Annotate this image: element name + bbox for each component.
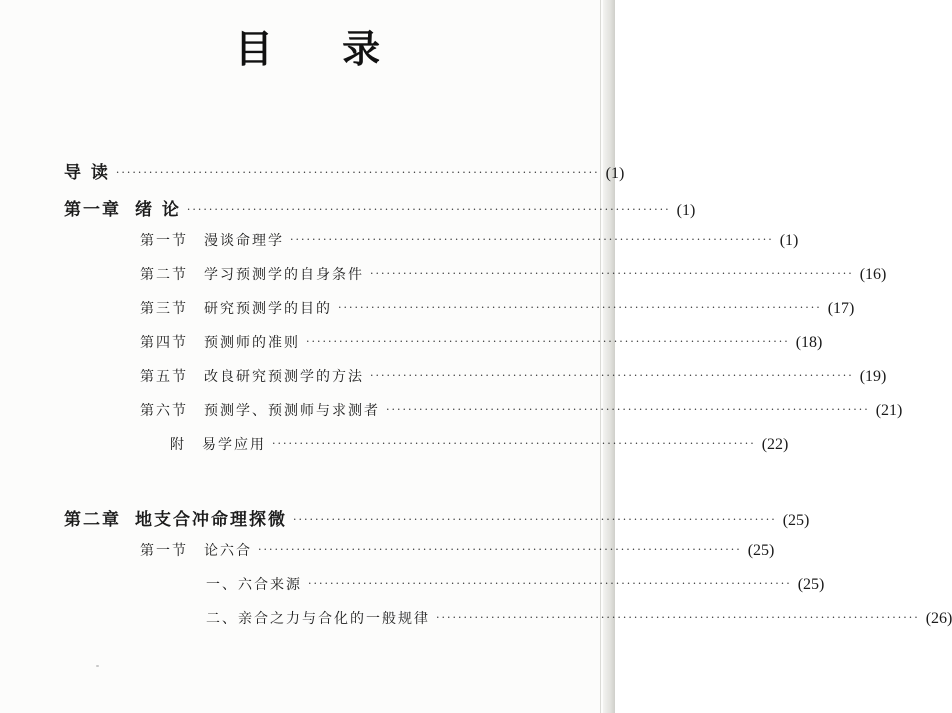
leader-dots: ························································································	[308, 577, 792, 590]
toc-entry-label	[64, 195, 181, 220]
toc-entry-label	[170, 434, 266, 454]
toc-entry-label	[64, 158, 110, 183]
leader-dots: ························································································	[290, 233, 774, 246]
section-title: 论六合	[204, 543, 252, 559]
toc-page-number: (25)	[747, 542, 775, 559]
leader-dots: ························································································	[272, 437, 756, 450]
section-number: 第六节	[140, 403, 188, 419]
section-title: 改良研究预测学的方法	[204, 369, 364, 385]
toc-page-number: (26)	[925, 610, 952, 627]
toc-entry-subsection-1[interactable]	[206, 574, 825, 594]
leader-dots: ························································································	[186, 203, 671, 216]
scan-speck	[96, 665, 99, 667]
toc-entry-section-1-5[interactable]	[140, 366, 887, 386]
leader-dots: ························································································	[293, 513, 777, 526]
chapter-title: 绪 论	[135, 200, 181, 220]
toc-entry-chapter-2[interactable]	[64, 505, 810, 530]
toc-page-number: (1)	[676, 202, 696, 219]
toc-entry-label	[140, 332, 300, 352]
section-title: 研究预测学的目的	[204, 301, 332, 317]
toc-page-number: (21)	[875, 402, 903, 419]
toc-entry-label	[206, 574, 302, 594]
leader-dots: ························································································	[306, 335, 790, 348]
leader-dots: ························································································	[115, 166, 600, 179]
toc-entry-section-2-1[interactable]	[140, 540, 775, 560]
subsection-title: 二、亲合之力与合化的一般规律	[206, 611, 430, 627]
section-number: 第五节	[140, 369, 188, 385]
toc-page-number: (18)	[795, 334, 823, 351]
toc-page-number: (16)	[859, 266, 887, 283]
chapter-title: 地支合冲命理探微	[135, 510, 287, 530]
toc-entry-section-1-4[interactable]	[140, 332, 823, 352]
toc-page-number: (17)	[827, 300, 855, 317]
section-title: 学习预测学的自身条件	[204, 267, 364, 283]
toc-entry-section-1-3[interactable]	[140, 298, 855, 318]
section-number: 第一节	[140, 543, 188, 559]
section-title: 漫谈命理学	[204, 233, 284, 249]
toc-entry-appendix[interactable]	[170, 434, 789, 454]
toc-entry-number: 导 读	[64, 163, 110, 183]
toc-page-number: (25)	[797, 576, 825, 593]
toc-page-number: (25)	[782, 512, 810, 529]
section-title: 易学应用	[202, 437, 266, 453]
toc-page-number: (22)	[761, 436, 789, 453]
leader-dots: ························································································	[370, 267, 854, 280]
toc-entry-section-1-6[interactable]	[140, 400, 903, 420]
section-title: 预测学、预测师与求测者	[204, 403, 380, 419]
toc-entry-label	[64, 505, 287, 530]
leader-dots: ························································································	[338, 301, 822, 314]
section-number: 第二节	[140, 267, 188, 283]
toc-entry-label	[140, 540, 252, 560]
toc-entry-label	[140, 298, 332, 318]
leader-dots: ························································································	[436, 611, 920, 624]
chapter-number: 第二章	[64, 510, 121, 530]
section-title: 预测师的准则	[204, 335, 300, 351]
toc-entry-label	[140, 264, 364, 284]
chapter-number: 第一章	[64, 200, 121, 220]
toc-entry-daodu[interactable]	[64, 158, 625, 183]
leader-dots: ························································································	[370, 369, 854, 382]
appendix-marker: 附	[170, 437, 186, 453]
toc-entry-label	[140, 366, 364, 386]
leader-dots: ························································································	[258, 543, 742, 556]
toc-entry-subsection-2[interactable]	[206, 608, 952, 628]
toc-entry-label	[206, 608, 430, 628]
scan-edge	[603, 0, 615, 713]
toc-page-number: (19)	[859, 368, 887, 385]
toc-entry-label	[140, 400, 380, 420]
section-number: 第四节	[140, 335, 188, 351]
toc-page-number: (1)	[605, 165, 625, 182]
leader-dots: ························································································	[386, 403, 870, 416]
section-number: 第一节	[140, 233, 188, 249]
toc-page-number: (1)	[779, 232, 799, 249]
toc-entry-section-1-1[interactable]	[140, 230, 799, 250]
section-number: 第三节	[140, 301, 188, 317]
scan-edge-line	[600, 0, 601, 713]
subsection-title: 一、六合来源	[206, 577, 302, 593]
toc-entry-label	[140, 230, 284, 250]
toc-entry-chapter-1[interactable]	[64, 195, 696, 220]
page-title: 目 录	[234, 27, 409, 71]
toc-entry-section-1-2[interactable]	[140, 264, 887, 284]
